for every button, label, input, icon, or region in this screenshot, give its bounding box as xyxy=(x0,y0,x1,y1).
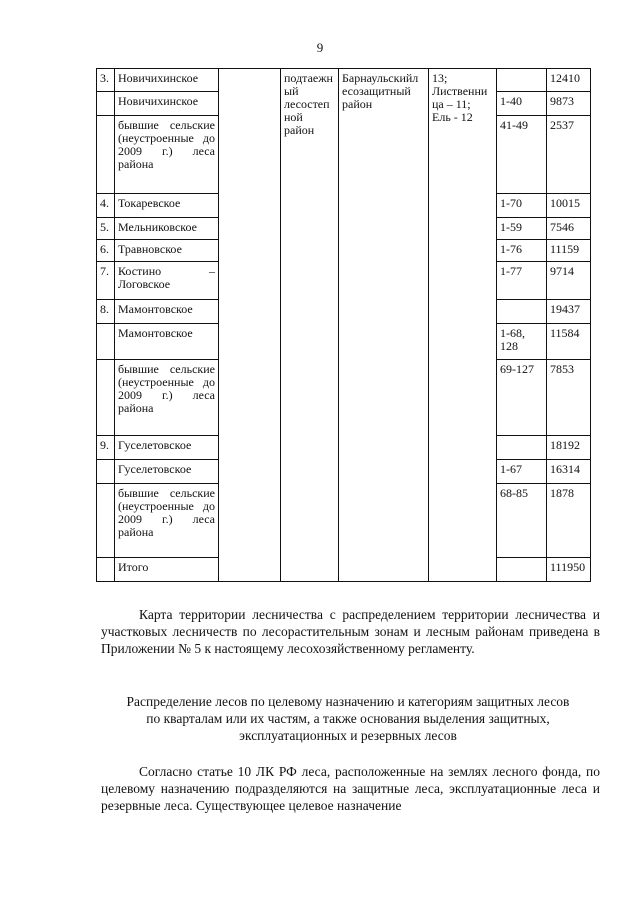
forestry-name: Итого xyxy=(115,558,219,582)
quarters-cell xyxy=(497,558,547,582)
area-cell: 7546 xyxy=(547,218,591,240)
heading-line: по кварталам или их частям, а также основания выделения защитных, xyxy=(146,711,550,726)
section-heading xyxy=(96,693,600,744)
quarters-cell: 69-127 xyxy=(497,360,547,436)
row-number: 6. xyxy=(97,240,115,262)
forestry-name: Токаревское xyxy=(115,194,219,218)
area-cell: 11159 xyxy=(547,240,591,262)
quarters-cell: 1-77 xyxy=(497,262,547,300)
species-line: ца – 11; xyxy=(432,97,471,111)
zone-cell xyxy=(281,69,339,582)
row-number xyxy=(97,558,115,582)
area-cell: 12410 xyxy=(547,69,591,92)
zone-line: ый xyxy=(284,84,299,98)
row-number: 5. xyxy=(97,218,115,240)
species-line: 13; xyxy=(432,71,448,85)
forest-table xyxy=(96,68,591,582)
row-number xyxy=(97,324,115,360)
area-cell: 16314 xyxy=(547,460,591,484)
page-number: 9 xyxy=(316,40,324,55)
row-number: 4. xyxy=(97,194,115,218)
zone-line: район xyxy=(284,123,315,137)
quarters-cell: 41-49 xyxy=(497,116,547,194)
forestry-name: Мамонтовское xyxy=(115,300,219,324)
forestry-name: Мамонтовское xyxy=(115,324,219,360)
row-number: 7. xyxy=(97,262,115,300)
species-cell xyxy=(429,69,497,582)
forestry-name: бывшие сельские (неустроенные до 2009 г.) леса района xyxy=(115,484,219,558)
quarters-cell: 1-76 xyxy=(497,240,547,262)
district-line: есозащитный xyxy=(342,84,411,98)
species-line: Лиственни xyxy=(432,84,488,98)
empty-column xyxy=(219,69,281,582)
quarters-cell xyxy=(497,69,547,92)
area-cell: 9714 xyxy=(547,262,591,300)
area-cell: 2537 xyxy=(547,116,591,194)
zone-line: ной xyxy=(284,110,303,124)
row-number xyxy=(97,92,115,116)
forestry-name: бывшие сельские (неустроенные до 2009 г.) леса района xyxy=(115,360,219,436)
heading-line: эксплуатационных и резервных лесов xyxy=(239,728,457,743)
forestry-name: Мельниковское xyxy=(115,218,219,240)
row-number: 9. xyxy=(97,436,115,460)
forestry-name: Новичихинское xyxy=(115,92,219,116)
paragraph-map-reference: Карта территории лесничества с распределением территории лесничества и участковых лесничеств по лесорастительным зонам и лесным районам приведена в Приложении № 5 к настоящему лесохозяйственному регламенту. xyxy=(101,607,600,656)
quarters-cell: 1-68, 128 xyxy=(497,324,547,360)
row-number xyxy=(97,484,115,558)
forestry-name: Костино – Логовское xyxy=(115,262,219,300)
quarters-cell: 68-85 xyxy=(497,484,547,558)
row-number xyxy=(97,116,115,194)
area-cell: 19437 xyxy=(547,300,591,324)
area-cell: 9873 xyxy=(547,92,591,116)
zone-line: лесостеп xyxy=(284,97,330,111)
forestry-name: Гуселетовское xyxy=(115,436,219,460)
quarters-cell xyxy=(497,436,547,460)
forestry-name: Травновское xyxy=(115,240,219,262)
row-number: 3. xyxy=(97,69,115,92)
row-number xyxy=(97,360,115,436)
area-cell: 10015 xyxy=(547,194,591,218)
quarters-cell: 1-40 xyxy=(497,92,547,116)
zone-line: подтаежн xyxy=(284,71,333,85)
quarters-cell xyxy=(497,300,547,324)
forestry-name: бывшие сельские (неустроенные до 2009 г.) леса района xyxy=(115,116,219,194)
forestry-name: Гуселетовское xyxy=(115,460,219,484)
quarters-cell: 1-67 xyxy=(497,460,547,484)
row-number: 8. xyxy=(97,300,115,324)
row-number xyxy=(97,460,115,484)
area-cell: 18192 xyxy=(547,436,591,460)
area-cell: 1878 xyxy=(547,484,591,558)
species-line: Ель - 12 xyxy=(432,110,473,124)
paragraph-forest-purpose: Согласно статье 10 ЛК РФ леса, расположенные на землях лесного фонда, по целевому назначению подразделяются на защитные леса, эксплуатационные леса и резервные леса. Существующее целевое назначение xyxy=(101,764,600,813)
heading-line: Распределение лесов по целевому назначению и категориям защитных лесов xyxy=(126,694,570,709)
forestry-name: Новичихинское xyxy=(115,69,219,92)
district-cell xyxy=(339,69,429,582)
area-cell: 7853 xyxy=(547,360,591,436)
quarters-cell: 1-70 xyxy=(497,194,547,218)
area-cell: 11584 xyxy=(547,324,591,360)
quarters-cell: 1-59 xyxy=(497,218,547,240)
district-line: Барнаульскийл xyxy=(342,71,419,85)
area-cell: 111950 xyxy=(547,558,591,582)
district-line: район xyxy=(342,97,373,111)
